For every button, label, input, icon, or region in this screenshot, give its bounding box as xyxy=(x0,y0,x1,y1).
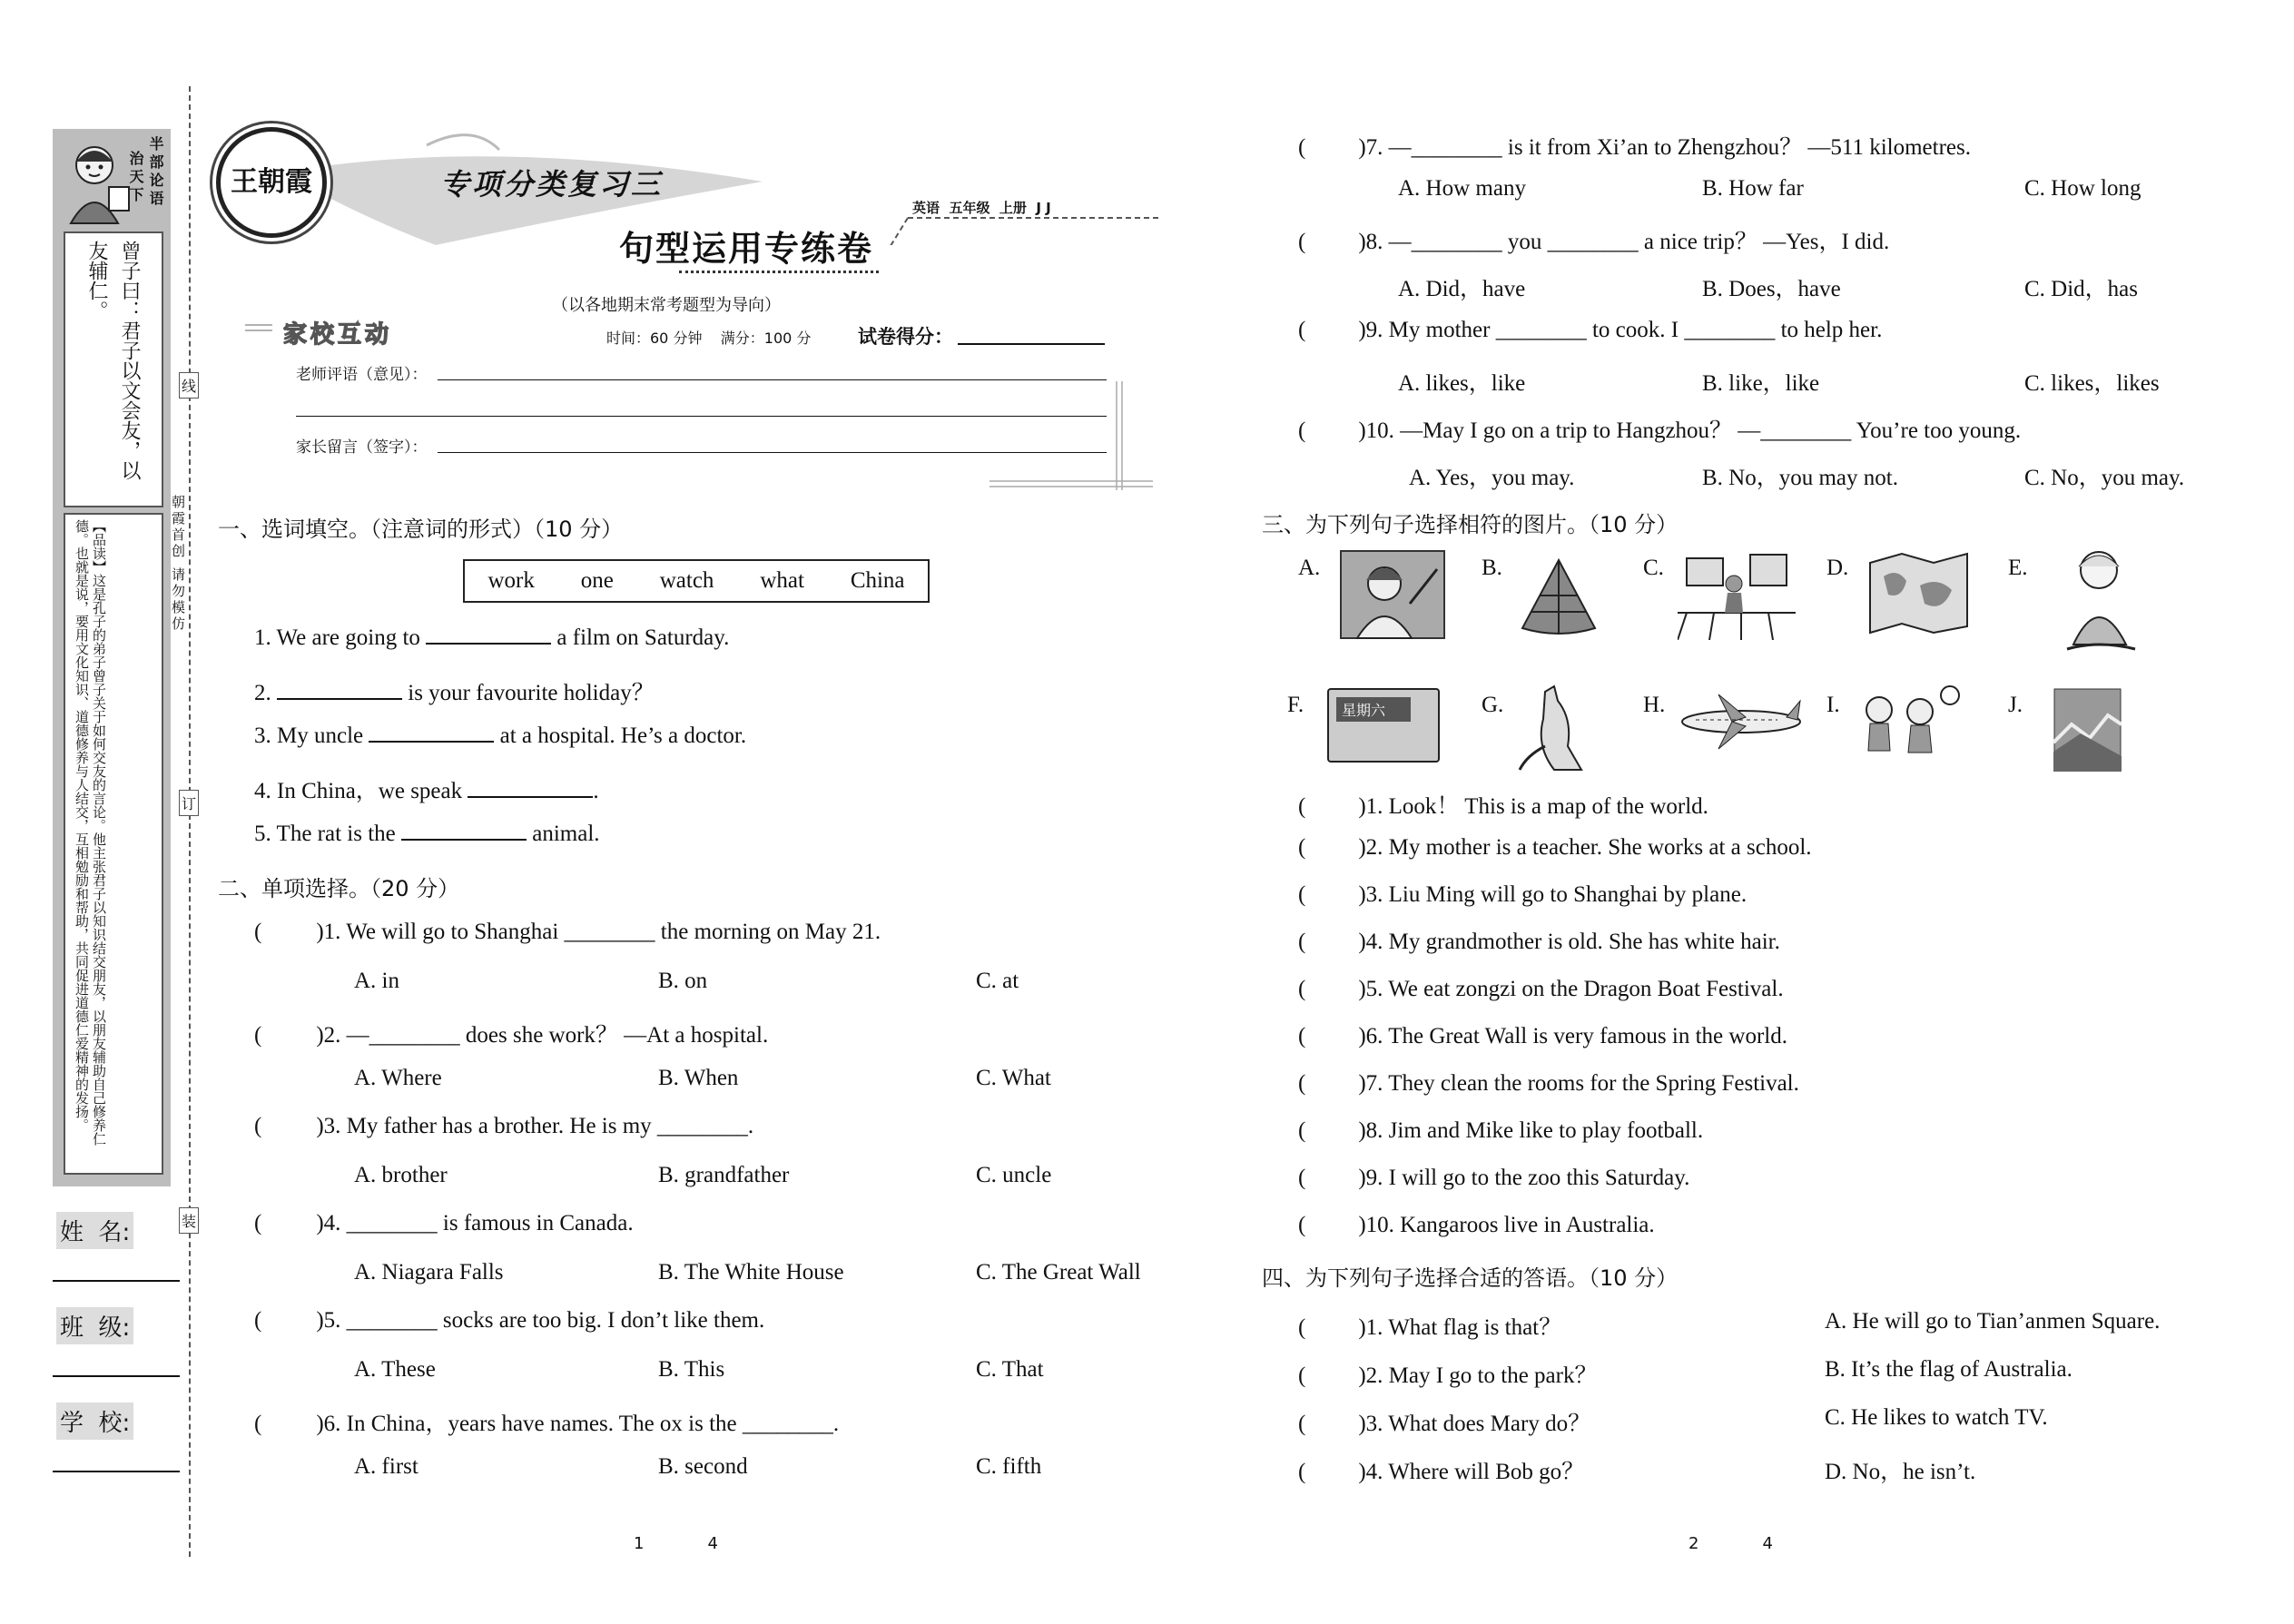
s4-a1: A. He will go to Tian’anmen Square. xyxy=(1825,1309,2161,1334)
s4-a4: D. No，he isn’t. xyxy=(1825,1460,1976,1484)
s3-item-4: ( )4. My grandmother is old. She has white hair. xyxy=(1298,930,1780,954)
exam-meta: 时间：60 分钟 满分：100 分 xyxy=(606,330,812,347)
answer-paren[interactable]: ( xyxy=(1298,1071,1306,1096)
sidebar-quote: 曾子曰：君子以文会友，以友辅仁。 xyxy=(85,241,141,480)
s2-q6-opt-a[interactable]: A. first xyxy=(354,1454,418,1479)
section2-title: 二、单项选择。（20 分） xyxy=(218,876,460,901)
s2-q8: ( )8. —________ you ________ a nice trip？ —Yes，I did. xyxy=(1298,230,1890,254)
subject-tag: 英语 五年级 上册 J J xyxy=(912,200,1051,216)
score-label: 试卷得分： xyxy=(858,326,953,348)
logo-text: 王朝霞 xyxy=(231,166,312,198)
s2-q4: ( )4. ________ is famous in Canada. xyxy=(254,1211,634,1235)
s2-q2: ( )2. —________ does she work？ —At a hospital. xyxy=(254,1023,769,1048)
answer-paren[interactable]: ( xyxy=(1298,230,1306,254)
word-bank-item: what xyxy=(760,568,804,593)
s2-q6-opt-b[interactable]: B. second xyxy=(658,1454,748,1479)
school-label: 学 校: xyxy=(56,1403,133,1440)
sidebar-badge-2: 治天下 xyxy=(127,151,144,205)
answer-paren[interactable]: ( xyxy=(1298,418,1306,443)
s2-q10-opt-a[interactable]: A. Yes，you may. xyxy=(1409,466,1575,490)
s2-q7: ( )7. —________ is it from Xi’an to Zhengzhou？ —511 kilometres. xyxy=(1298,135,1972,160)
s3-item-7: ( )7. They clean the rooms for the Spring Festival. xyxy=(1298,1071,1799,1096)
s4-q3: ( )3. What does Mary do？ xyxy=(1298,1412,1591,1436)
s2-q6-opt-c[interactable]: C. fifth xyxy=(976,1454,1042,1479)
world-map-icon[interactable] xyxy=(1866,549,1973,635)
paper-subtitle: （以各地期末常考题型为导向） xyxy=(552,296,781,315)
s2-q1-opt-b[interactable]: B. on xyxy=(658,969,708,993)
sidebar-notice: 朝霞首创 请勿模仿 xyxy=(170,495,186,633)
great-wall-icon[interactable] xyxy=(2053,688,2122,772)
title-dots xyxy=(679,271,879,273)
s2-q5-opt-a[interactable]: A. These xyxy=(354,1357,436,1382)
s3-item-6: ( )6. The Great Wall is very famous in the world. xyxy=(1298,1024,1787,1048)
pic-label-i: I. xyxy=(1826,693,1840,717)
answer-paren[interactable]: ( xyxy=(1298,794,1306,819)
sidebar-badge-1: 半部论语 xyxy=(147,136,164,209)
word-bank-item: watch xyxy=(659,568,714,593)
cut-mark-3: 装 xyxy=(179,1207,199,1234)
football-kids-icon[interactable] xyxy=(1852,683,1961,769)
s2-q3: ( )3. My father has a brother. He is my ________. xyxy=(254,1114,754,1138)
s2-q8-opt-c[interactable]: C. Did，has xyxy=(2024,277,2139,301)
pic-label-h: H. xyxy=(1643,693,1666,717)
s1-blank-1[interactable] xyxy=(426,642,551,645)
s2-q8-opt-a[interactable]: A. Did，have xyxy=(1398,277,1526,301)
s4-q1: ( )1. What flag is that？ xyxy=(1298,1315,1562,1340)
calendar-text: 星期六 xyxy=(1336,697,1411,722)
pic-label-j: J. xyxy=(2008,693,2023,717)
s2-q9: ( )9. My mother ________ to cook. I ________ to help her. xyxy=(1298,318,1883,342)
cleaning-icon[interactable] xyxy=(1678,549,1796,640)
s2-q3-opt-c[interactable]: C. uncle xyxy=(976,1163,1052,1187)
right-page-number: 2 4 xyxy=(1689,1534,1773,1553)
s1-item-5: 5. The rat is the animal. xyxy=(254,822,600,846)
answer-paren[interactable]: ( xyxy=(254,1114,262,1138)
s2-q1: ( )1. We will go to Shanghai ________ the morning on May 21. xyxy=(254,920,881,944)
s2-q2-opt-c[interactable]: C. What xyxy=(976,1066,1051,1090)
answer-paren[interactable]: ( xyxy=(1298,1315,1306,1340)
pic-label-d: D. xyxy=(1826,556,1849,580)
s1-item-3: 3. My uncle at a hospital. He’s a doctor. xyxy=(254,723,747,748)
s1-item-2: 2. is your favourite holiday？ xyxy=(254,681,655,705)
zongzi-icon[interactable] xyxy=(1518,556,1600,637)
s2-q5-opt-c[interactable]: C. That xyxy=(976,1357,1044,1382)
pic-label-c: C. xyxy=(1643,556,1664,580)
cut-line-dashes xyxy=(189,86,191,1557)
s2-q1-opt-c[interactable]: C. at xyxy=(976,969,1019,993)
s2-q1-opt-a[interactable]: A. in xyxy=(354,969,399,993)
header-box-frame xyxy=(245,309,1153,508)
pic-label-g: G. xyxy=(1482,693,1504,717)
home-school-label: 家校互动 xyxy=(283,321,393,349)
s2-q5: ( )5. ________ socks are too big. I don’t like them. xyxy=(254,1308,765,1333)
s2-q6: ( )6. In China，years have names. The ox is the ________. xyxy=(254,1412,840,1436)
answer-paren[interactable]: ( xyxy=(254,1023,262,1048)
sidebar-commentary: 【品读】这是孔子的弟子曾子关于如何交友的言论。他主张君子以知识结交朋友，以朋友辅助自己修养仁德。也就是说，要用文化知识、道德修养与人结交，互相勉励和帮助，共同促进道德仁爱精神的发扬。 xyxy=(74,519,107,1146)
answer-paren[interactable]: ( xyxy=(1298,930,1306,954)
answer-paren[interactable]: ( xyxy=(1298,1460,1306,1484)
series-title: 专项分类复习三 xyxy=(440,167,664,202)
s4-a3: C. He likes to watch TV. xyxy=(1825,1405,2048,1430)
s2-q3-opt-a[interactable]: A. brother xyxy=(354,1163,448,1187)
s2-q9-opt-b[interactable]: B. like，like xyxy=(1702,371,1820,396)
s2-q9-opt-a[interactable]: A. likes，like xyxy=(1398,371,1526,396)
teacher-icon[interactable] xyxy=(1339,549,1446,640)
s3-item-9: ( )9. I will go to the zoo this Saturday. xyxy=(1298,1166,1690,1190)
s2-q10-opt-c[interactable]: C. No，you may. xyxy=(2024,466,2185,490)
s3-item-5: ( )5. We eat zongzi on the Dragon Boat Festival. xyxy=(1298,977,1784,1001)
paper-title: 句型运用专练卷 xyxy=(619,228,874,269)
s2-q7-opt-c[interactable]: C. How long xyxy=(2024,176,2141,201)
answer-paren[interactable]: ( xyxy=(1298,1118,1306,1143)
s2-q4-opt-b[interactable]: B. The White House xyxy=(658,1260,844,1284)
answer-paren[interactable]: ( xyxy=(254,1412,262,1436)
s1-blank-5[interactable] xyxy=(401,838,527,841)
answer-paren[interactable]: ( xyxy=(1298,135,1306,160)
answer-paren[interactable]: ( xyxy=(1298,1363,1306,1388)
cut-mark-2: 订 xyxy=(179,790,199,816)
s1-blank-2[interactable] xyxy=(277,697,402,700)
s2-q7-opt-b[interactable]: B. How far xyxy=(1702,176,1804,201)
teacher-comment-label: 老师评语（意见）： xyxy=(296,366,428,384)
plane-icon[interactable] xyxy=(1678,690,1805,753)
word-bank-item: one xyxy=(580,568,614,593)
s2-q3-opt-b[interactable]: B. grandfather xyxy=(658,1163,790,1187)
s2-q2-opt-a[interactable]: A. Where xyxy=(354,1066,442,1090)
s3-item-2: ( )2. My mother is a teacher. She works at a school. xyxy=(1298,835,1812,860)
word-bank-item: work xyxy=(487,568,535,593)
answer-paren[interactable]: ( xyxy=(1298,835,1306,860)
word-bank xyxy=(463,559,930,603)
kangaroo-icon[interactable] xyxy=(1518,683,1590,773)
s3-item-8: ( )8. Jim and Mike like to play football. xyxy=(1298,1118,1704,1143)
s3-item-1: ( )1. Look！ This is a map of the world. xyxy=(1298,794,1708,819)
answer-paren[interactable]: ( xyxy=(1298,882,1306,907)
pic-label-a: A. xyxy=(1298,556,1321,580)
s1-blank-3[interactable] xyxy=(369,740,494,743)
s4-q4: ( )4. Where will Bob go？ xyxy=(1298,1460,1585,1484)
section3-title: 三、为下列句子选择相符的图片。（10 分） xyxy=(1262,512,1679,537)
s1-blank-4[interactable] xyxy=(468,795,593,798)
answer-paren[interactable]: ( xyxy=(254,1308,262,1333)
school-field[interactable] xyxy=(53,1471,180,1472)
cut-mark-1: 线 xyxy=(179,372,199,399)
word-bank-item: China xyxy=(850,568,905,593)
name-field[interactable] xyxy=(53,1280,180,1282)
answer-paren[interactable]: ( xyxy=(254,1211,262,1235)
class-label: 班 级: xyxy=(56,1307,133,1344)
s2-q2-opt-b[interactable]: B. When xyxy=(658,1066,739,1090)
s4-q2: ( )2. May I go to the park？ xyxy=(1298,1363,1598,1388)
s3-item-3: ( )3. Liu Ming will go to Shanghai by plane. xyxy=(1298,882,1748,907)
s2-q4-opt-a[interactable]: A. Niagara Falls xyxy=(354,1260,504,1284)
s2-q10-opt-b[interactable]: B. No，you may not. xyxy=(1702,466,1898,490)
parent-comment-label: 家长留言（签字）： xyxy=(296,438,428,457)
answer-paren[interactable]: ( xyxy=(1298,1024,1306,1048)
pic-label-b: B. xyxy=(1482,556,1502,580)
answer-paren[interactable]: ( xyxy=(1298,318,1306,342)
section4-title: 四、为下列句子选择合适的答语。（10 分） xyxy=(1262,1265,1679,1291)
grandmother-icon[interactable] xyxy=(2053,545,2144,654)
frame-lines-icon xyxy=(245,309,1153,508)
s2-q8-opt-b[interactable]: B. Does，have xyxy=(1702,277,1841,301)
pic-label-f: F. xyxy=(1287,693,1305,717)
s1-item-1: 1. We are going to a film on Saturday. xyxy=(254,625,730,650)
answer-paren[interactable]: ( xyxy=(1298,1213,1306,1237)
s1-item-4: 4. In China，we speak . xyxy=(254,779,599,803)
section1-title: 一、选词填空。（注意词的形式）（10 分） xyxy=(218,517,624,542)
s2-q4-opt-c[interactable]: C. The Great Wall xyxy=(976,1260,1141,1284)
class-field[interactable] xyxy=(53,1375,180,1377)
answer-paren[interactable]: ( xyxy=(1298,1412,1306,1436)
left-page-number: 1 4 xyxy=(634,1534,718,1553)
calendar-icon[interactable] xyxy=(1327,688,1440,763)
pic-label-e: E. xyxy=(2008,556,2028,580)
s2-q10: ( )10. —May I go on a trip to Hangzhou？ —________ You’re too young. xyxy=(1298,418,2022,443)
s2-q5-opt-b[interactable]: B. This xyxy=(658,1357,725,1382)
s3-item-10: ( )10. Kangaroos live in Australia. xyxy=(1298,1213,1655,1237)
name-label: 姓 名: xyxy=(56,1212,133,1249)
s2-q9-opt-c[interactable]: C. likes，likes xyxy=(2024,371,2160,396)
s4-a2: B. It’s the flag of Australia. xyxy=(1825,1357,2072,1382)
answer-paren[interactable]: ( xyxy=(1298,1166,1306,1190)
logo xyxy=(216,127,327,238)
answer-paren[interactable]: ( xyxy=(1298,977,1306,1001)
s2-q7-opt-a[interactable]: A. How many xyxy=(1398,176,1526,201)
answer-paren[interactable]: ( xyxy=(254,920,262,944)
